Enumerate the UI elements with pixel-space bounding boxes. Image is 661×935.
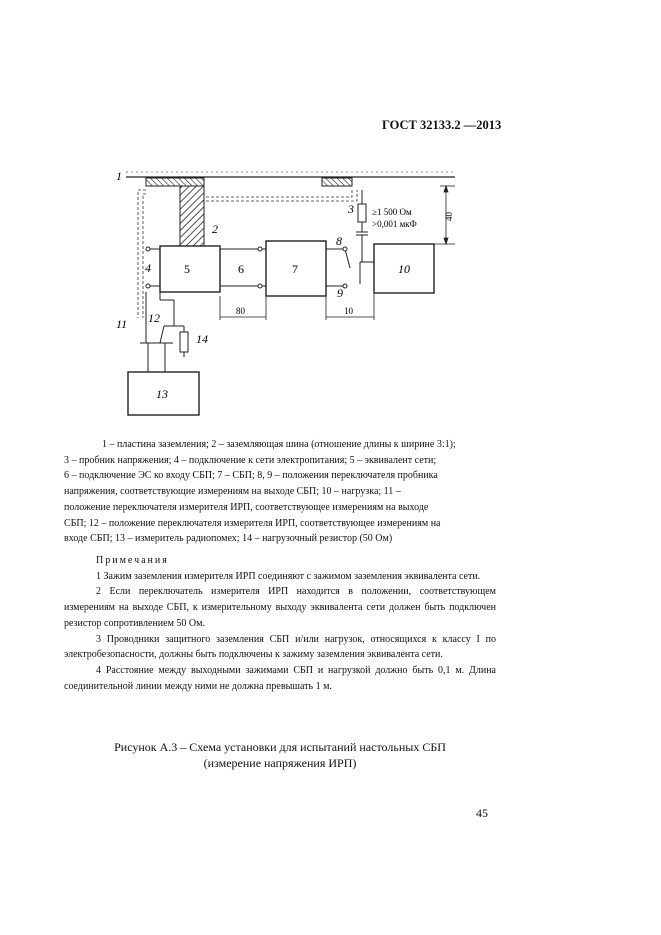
resistor-spec-1: ≥1 500 Ом (372, 207, 412, 217)
notes-section (64, 553, 496, 694)
diagram-label-1: 1 (116, 169, 122, 183)
legend-line: положение переключателя измерителя ИРП, соответствующее измерениям на выходе (64, 501, 429, 513)
caption-line-2: (измерение напряжения ИРП) (203, 756, 357, 770)
legend-line: напряжения, соответствующие измерениям на выходе СБП; 10 – нагрузка; 11 – (64, 486, 401, 498)
meter-switch-and-load-resistor (140, 292, 188, 372)
dim-label-40: 40 (444, 212, 454, 221)
caption-line-1: Рисунок А.3 – Схема установки для испытаний настольных СБП (114, 740, 446, 754)
note-1: 1 Зажим заземления измерителя ИРП соединяют с зажимом заземления эквивалента сети. (96, 570, 481, 582)
diagram-label-11: 11 (116, 317, 128, 331)
page-number: 45 (476, 806, 488, 820)
legend-line: 1 – пластина заземления; 2 – заземляющая шина (отношение длины к ширине 3:1); (102, 439, 456, 450)
legend-line: 6 – подключение ЭС ко входу СБП; 7 – СБП; 8, 9 – положения переключателя пробника (64, 470, 438, 482)
ground-plate-line (126, 172, 455, 177)
ground-bus (180, 186, 204, 246)
dim-label-10: 10 (344, 306, 353, 316)
voltage-probe-3 (356, 190, 368, 262)
ground-plate-right (322, 178, 352, 186)
ground-plate-left (146, 178, 204, 186)
diagram-label-3: 3 (348, 202, 354, 216)
note-2: 2 Если переключатель измерителя ИРП находится в положении, соответствующем измерениям на выходе СБП, к измерительному выходу эквивалента сети должен быть подключен резистор сопротивлением 50 Ом. (64, 586, 496, 629)
block-5-network-equivalent (160, 246, 220, 292)
diagram-label-9: 9 (337, 286, 343, 300)
figure-legend (64, 437, 496, 547)
diagram-label-2: 2 (212, 222, 218, 236)
legend-line: входе СБП; 13 – измеритель радиопомех; 14 – нагрузочный резистор (50 Ом) (64, 533, 393, 545)
test-setup-diagram (0, 0, 661, 430)
note-4: 4 Расстояние между выходными зажимами СБП и нагрузкой должно быть 0,1 м. Длина соединительной линии между ними не должна превышать 1 м. (64, 664, 496, 692)
diagram-label-6: 6 (238, 262, 244, 276)
diagram-label-4: 4 (145, 261, 151, 275)
diagram-label-7: 7 (292, 262, 298, 276)
diagram-label-13: 13 (156, 387, 168, 401)
diagram-label-14: 14 (196, 332, 208, 346)
note-3: 3 Проводники защитного заземления СБП и/или нагрузок, относящихся к классу I по электробезопасности, должны быть подключены к зажиму заземления эквивалента сети. (64, 633, 496, 661)
legend-line: 3 – пробник напряжения; 4 – подключение к сети электропитания; 5 – эквивалент сети; (64, 454, 437, 466)
notes-title: Примечания (96, 555, 169, 566)
legend-line: СБП; 12 – положение переключателя измерителя ИРП, соответствующее измерениям на (64, 517, 441, 529)
dim-label-80: 80 (236, 306, 245, 316)
diagram-label-5: 5 (184, 262, 190, 276)
standard-code: ГОСТ 32133.2 —2013 (382, 118, 502, 132)
diagram-label-12: 12 (148, 311, 160, 325)
resistor-spec-2: >0,001 мкФ (372, 219, 417, 229)
diagram-label-8: 8 (336, 234, 342, 248)
figure-caption (80, 739, 480, 771)
diagram-label-10: 10 (398, 262, 410, 276)
